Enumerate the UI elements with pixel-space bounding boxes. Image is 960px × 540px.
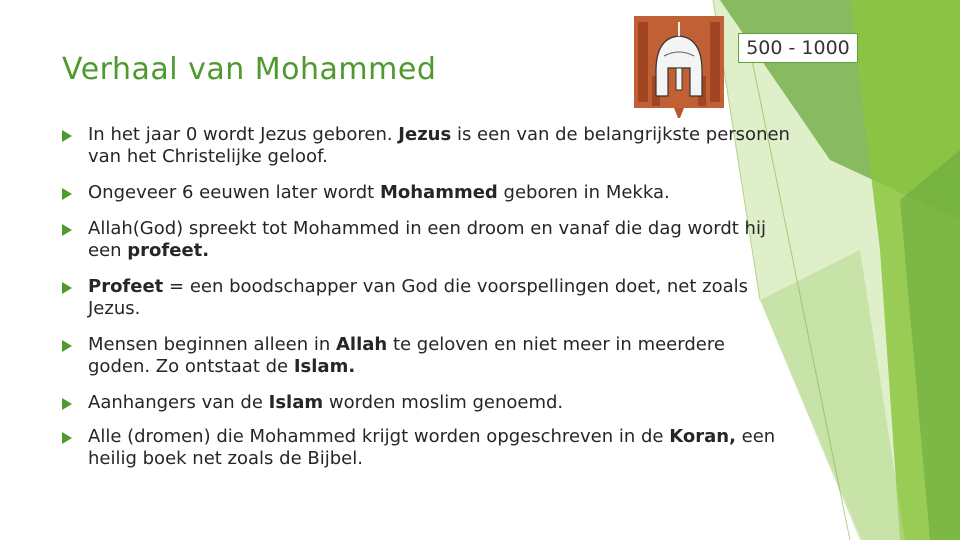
bold-term: Islam	[268, 392, 324, 413]
text-run: Aanhangers van de	[88, 392, 269, 413]
bullet-arrow-icon	[62, 398, 72, 410]
text-run: Mensen beginnen alleen in	[88, 334, 336, 355]
slide-title: Verhaal van Mohammed	[62, 52, 437, 87]
bullet-text	[88, 392, 792, 414]
bullet-arrow-icon	[62, 340, 72, 352]
bullet-text	[88, 182, 792, 204]
text-run: geboren in Mekka.	[497, 182, 670, 203]
text-run: In het jaar 0 wordt Jezus geboren.	[88, 124, 399, 145]
bold-term: Jezus	[398, 124, 452, 145]
bold-term: Allah	[335, 334, 388, 355]
bullet-text	[88, 218, 792, 262]
bold-term: Islam.	[293, 356, 356, 377]
bold-term: profeet.	[127, 240, 210, 261]
bullet-text	[88, 334, 792, 378]
bullet-arrow-icon	[62, 282, 72, 294]
bullet-text	[88, 276, 792, 320]
text-run: Ongeveer 6 eeuwen later wordt	[88, 182, 380, 203]
bullet-arrow-icon	[62, 432, 72, 444]
text-run: = een boodschapper van God die voorspellingen doet, net zoals Jezus.	[88, 276, 749, 319]
bold-term: Mohammed	[379, 182, 498, 203]
text-run: Alle (dromen) die Mohammed krijgt worden opgeschreven in de	[88, 426, 670, 447]
bullet-arrow-icon	[62, 224, 72, 236]
bullet-arrow-icon	[62, 188, 72, 200]
bullet-text	[88, 124, 792, 168]
text-run: is een van de belangrijkste personen van het Christelijke geloof.	[88, 124, 790, 167]
text-run: Allah(God) spreekt tot Mohammed in een droom en vanaf die dag wordt hij een	[88, 218, 766, 261]
text-run: een heilig boek net zoals de Bijbel.	[88, 426, 776, 469]
bold-term: Koran,	[669, 426, 736, 447]
era-label: 500 - 1000	[738, 33, 858, 63]
bold-term: Profeet	[88, 276, 164, 297]
bullet-text	[88, 426, 792, 470]
text-run: te geloven en niet meer in meerdere goden. Zo ontstaat de	[88, 334, 725, 377]
bullet-arrow-icon	[62, 130, 72, 142]
helmet-image	[634, 16, 724, 118]
text-run: worden moslim genoemd.	[323, 392, 564, 413]
